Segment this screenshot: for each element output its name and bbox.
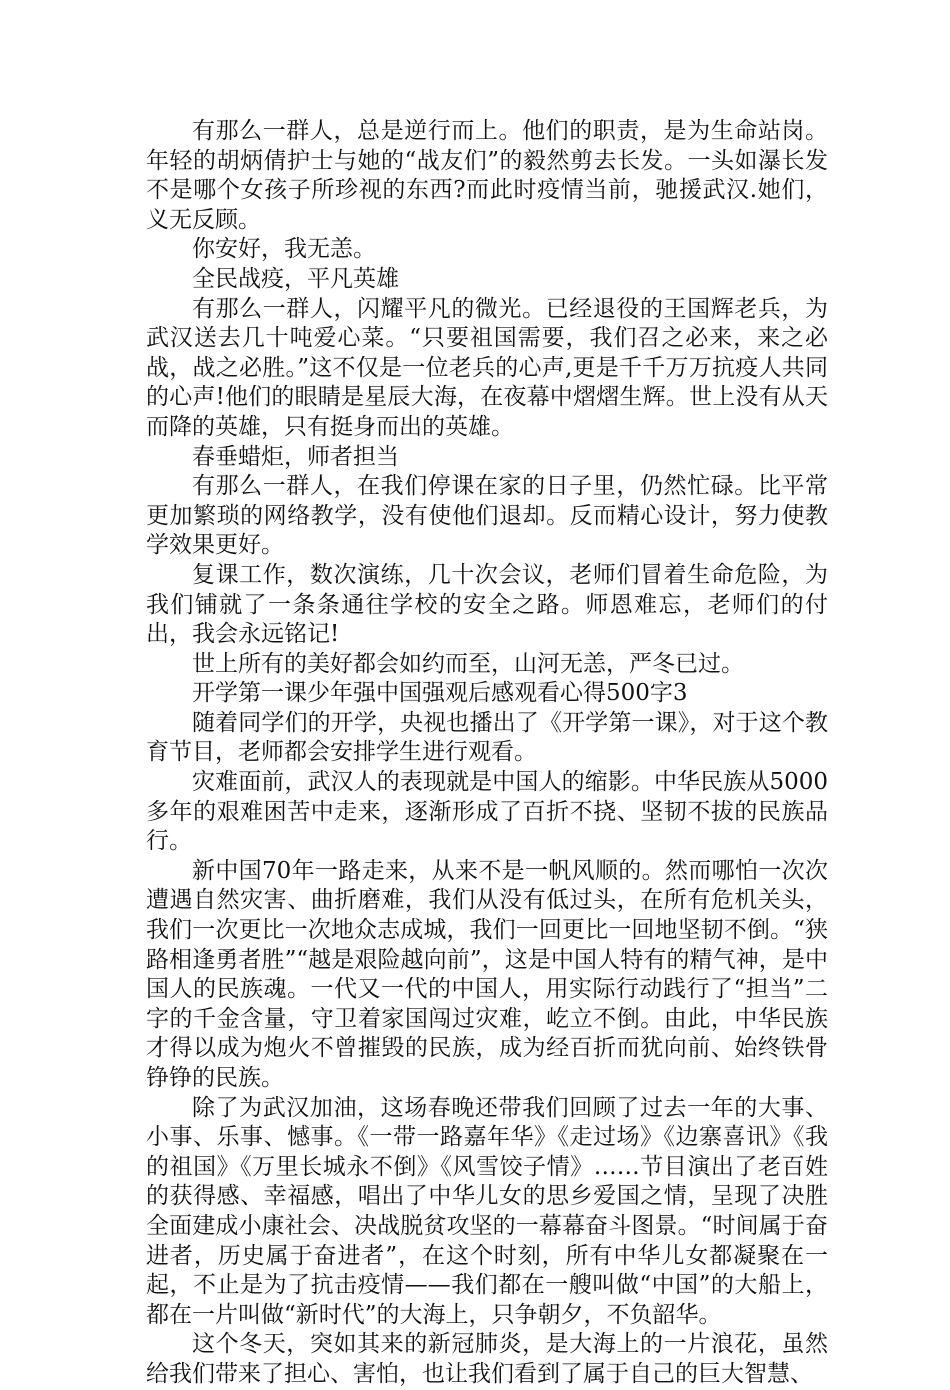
paragraph-2: 你安好，我无恙。 <box>192 236 376 263</box>
paragraph-13: 除了为武汉加油，这场春晚还带我们回顾了过去一年的大事、小事、乐事、憾事。《一带一路嘉年华》《走过场》《边寨喜讯》《我的祖国》《万里长城永不倒》《风雪饺子情》……节目演出了老百姓的获得感、幸福感，唱出了中华儿女的思乡爱国之情，呈现了决胜全面建成小康社会、决战脱贫攻坚的一幕幕奋斗图景。“时间属于奋进者，历史属于奋进者”，在这个时刻，所有中华儿女都凝聚在一起，不止是为了抗击疫情——我们都在一艘叫做“中国”的大船上，都在一片叫做“新时代”的大海上，只争朝夕，不负韶华。 <box>146 1094 828 1328</box>
paragraph-14: 这个冬天，突如其来的新冠肺炎，是大海上的一片浪花，虽然给我们带来了担心、害怕，也让我们看到了属于自己的巨大智慧、 <box>146 1331 828 1387</box>
paragraph-12: 新中国70年一路走来，从来不是一帆风顺的。然而哪怕一次次遭遇自然灾害、曲折磨难，我们从没有低过头，在所有危机关头，我们一次更比一次地众志成城，我们一回更比一回地坚韧不倒。“狭路相逢勇者胜”“越是艰险越向前”，这是中国人特有的精气神，是中国人的民族魂。一代又一代的中国人，用实际行动践行了“担当”二字的千金含量，守卫着家国闯过灾难，屹立不倒。由此，中华民族才得以成为炮火不曾摧毁的民族，成为经百折而犹向前、始终铁骨铮铮的民族。 <box>146 857 828 1091</box>
paragraph-7: 复课工作，数次演练，几十次会议，老师们冒着生命危险，为我们铺就了一条条通往学校的安全之路。师恩难忘，老师们的付出，我会永远铭记! <box>146 561 828 648</box>
paragraph-10: 随着同学们的开学，央视也播出了《开学第一课》，对于这个教育节目，老师都会安排学生进行观看。 <box>146 709 828 766</box>
paragraph-11: 灾难面前，武汉人的表现就是中国人的缩影。中华民族从5000多年的艰难困苦中走来，逐渐形成了百折不挠、坚韧不拔的民族品行。 <box>146 769 828 855</box>
section-heading-teachers: 春垂蜡炬，师者担当 <box>192 443 399 470</box>
paragraph-1: 有那么一群人，总是逆行而上。他们的职责，是为生命站岗。年轻的胡炳倩护士与她的“战友们”的毅然剪去长发。一头如瀑长发不是哪个女孩子所珍视的东西?而此时疫情当前，驰援武汉.她们，义无反顾。 <box>146 118 828 233</box>
document-body <box>146 117 828 1390</box>
paragraph-4: 有那么一群人，闪耀平凡的微光。已经退役的王国辉老兵，为武汉送去几十吨爱心菜。“只要祖国需要，我们召之必来，来之必战，战之必胜。”这不仅是一位老兵的心声,更是千千万万抗疫人共同的心声!他们的眼睛是星辰大海，在夜幕中熠熠生辉。世上没有从天而降的英雄，只有挺身而出的英雄。 <box>146 295 828 440</box>
paragraph-6: 有那么一群人，在我们停课在家的日子里，仍然忙碌。比平常更加繁琐的网络教学，没有使他们退却。反而精心设计，努力使教学效果更好。 <box>146 473 828 559</box>
section-heading-heroes: 全民战疫，平凡英雄 <box>192 265 399 292</box>
section-heading-essay-3: 开学第一课少年强中国强观后感观看心得500字3 <box>192 680 688 707</box>
paragraph-8: 世上所有的美好都会如约而至，山河无恙，严冬已过。 <box>192 650 744 677</box>
